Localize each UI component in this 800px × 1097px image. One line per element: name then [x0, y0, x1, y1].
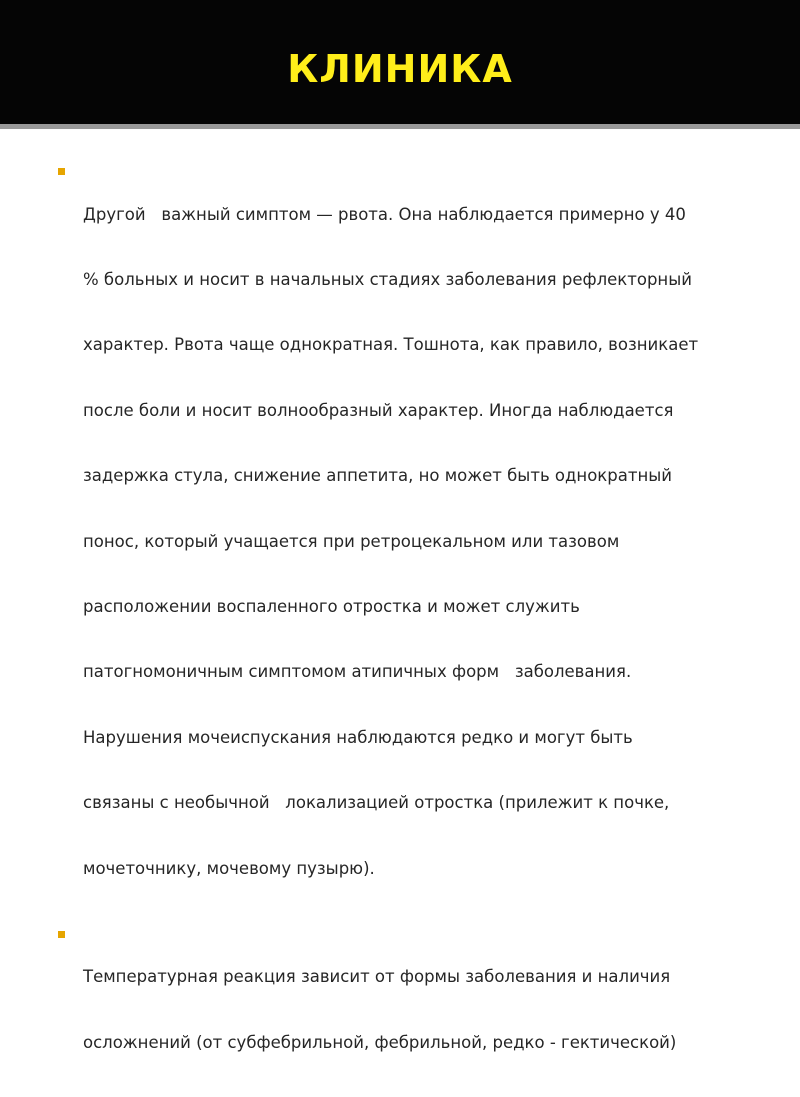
text-line: осложнений (от субфебрильной, фебрильной, редко - гектической) [83, 1032, 677, 1052]
text-line: Нарушения мочеиспускания наблюдаются редко и могут быть [83, 727, 633, 747]
title-divider [0, 124, 800, 129]
bullet-list [58, 160, 748, 1097]
text-line: после боли и носит волнообразный характер. Иногда наблюдается [83, 400, 674, 420]
text-line: задержка стула, снижение аппетита, но может быть однократный [83, 466, 673, 486]
text-line: Температурная реакция зависит от формы заболевания и наличия [83, 967, 671, 987]
text-line: связаны с необычной локализацией отростка (прилежит к почке, [83, 793, 670, 813]
bullet-square-icon [58, 931, 65, 938]
text-line: Другой важный симптом — рвота. Она наблюдается примерно у 40 [83, 204, 686, 224]
bullet-item-temperature [58, 923, 748, 1097]
text-line: мочеточнику, мочевому пузырю). [83, 858, 375, 878]
slide-title: КЛИНИКА [287, 47, 513, 91]
bullet-item-vomiting [58, 160, 748, 923]
bullet-text [83, 160, 748, 923]
text-line: понос, который учащается при ретроцекальном или тазовом [83, 531, 620, 551]
bullet-square-icon [58, 168, 65, 175]
text-line: патогномоничным симптомом атипичных форм заболевания. [83, 662, 632, 682]
bullet-text [83, 923, 748, 1097]
text-line: расположении воспаленного отростка и может служить [83, 596, 580, 616]
text-line: характер. Рвота чаще однократная. Тошнота, как правило, возникает [83, 335, 699, 355]
text-line: % больных и носит в начальных стадиях заболевания рефлекторный [83, 269, 692, 289]
